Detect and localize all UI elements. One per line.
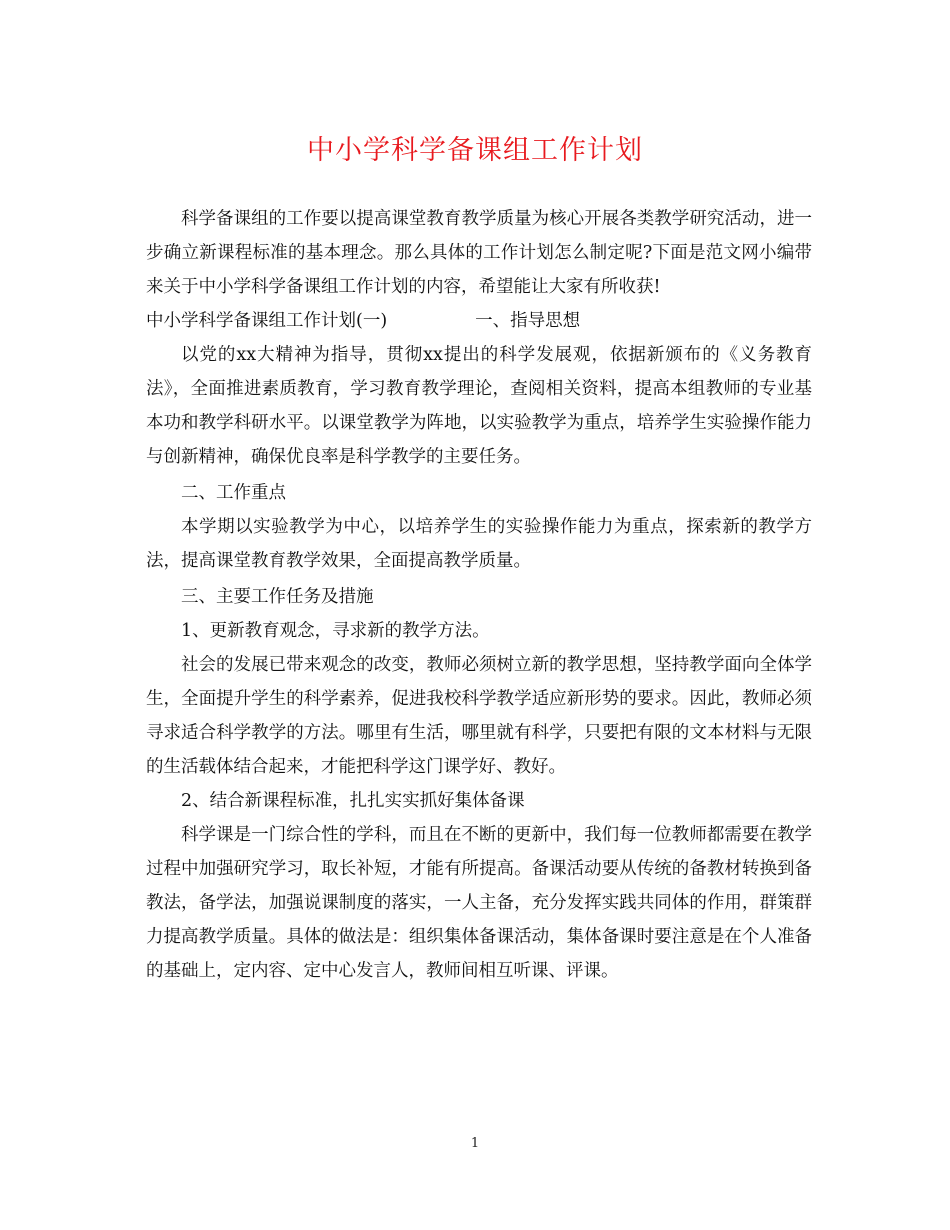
page-number: 1 [470, 1136, 480, 1151]
heading-main-tasks: 三、主要工作任务及措施 [181, 587, 374, 607]
paragraph-item-1: 社会的发展已带来观念的改变，教师必须树立新的教学思想，坚持教学面向全体学生，全面提升学生的科学素养，促进我校科学教学适应新形势的要求。因此，教师必须寻求适合科学教学的方法。哪里有生活，哪里就有科学，只要把有限的文本材料与无限的生活载体结合起来，才能把科学这门课学好、教好。 [146, 655, 812, 777]
section-heading-line [146, 304, 812, 338]
heading-guiding-thought: 一、指导思想 [475, 311, 581, 331]
document-body [146, 202, 812, 988]
paragraph-work-focus: 本学期以实验教学为中心，以培养学生的实验操作能力为重点，探索新的教学方法，提高课堂教育教学效果，全面提高教学质量。 [146, 517, 812, 571]
document-title: 中小学科学备课组工作计划 [307, 135, 643, 166]
intro-paragraph: 科学备课组的工作要以提高课堂教育教学质量为核心开展各类教学研究活动，进一步确立新课程标准的基本理念。那么具体的工作计划怎么制定呢?下面是范文网小编带来关于中小学科学备课组工作计划的内容，希望能让大家有所收获! [146, 209, 812, 297]
heading-work-focus: 二、工作重点 [181, 483, 286, 503]
paragraph-guiding-thought: 以党的xx大精神为指导，贯彻xx提出的科学发展观，依据新颁布的《义务教育法》，全面推进素质教育，学习教育教学理论，查阅相关资料，提高本组教师的专业基本功和教学科研水平。以课堂教学为阵地，以实验教学为重点，培养学生实验操作能力与创新精神，确保优良率是科学教学的主要任务。 [146, 345, 812, 467]
item-2-title: 2、结合新课程标准，扎扎实实抓好集体备课 [181, 791, 525, 811]
section-title: 中小学科学备课组工作计划(一) [146, 311, 388, 331]
paragraph-item-2: 科学课是一门综合性的学科，而且在不断的更新中，我们每一位教师都需要在教学过程中加强研究学习，取长补短，才能有所提高。备课活动要从传统的备教材转换到备教法，备学法，加强说课制度的落实，一人主备，充分发挥实践共同体的作用，群策群力提高教学质量。具体的做法是：组织集体备课活动，集体备课时要注意是在个人准备的基础上，定内容、定中心发言人，教师间相互听课、评课。 [146, 825, 812, 981]
item-1-title: 1、更新教育观念，寻求新的教学方法。 [181, 621, 490, 641]
